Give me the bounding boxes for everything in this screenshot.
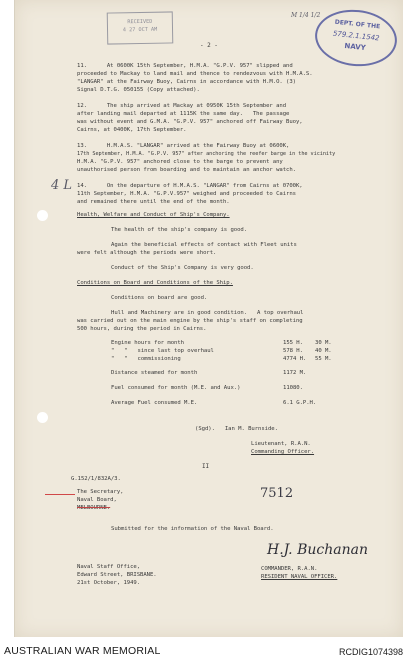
stat-value: 4774 H. [283, 356, 307, 362]
punch-hole [37, 210, 48, 221]
paragraph-12-line: after landing mail departed at 1115K the same day. The passage [77, 111, 290, 117]
paragraph-13-line: 13. H.M.A.S. "LANGAR" arrived at the Fairway Buoy at 0600K, [77, 143, 290, 149]
stat-label: Fuel consumed for month (M.E. and Aux.) [111, 385, 241, 391]
health-line: Conduct of the Ship's Company is very good. [111, 265, 254, 271]
section-heading: Health, Welfare and Conduct of Ship's Company. [77, 212, 230, 218]
health-line: The health of the ship's company is good. [111, 227, 248, 233]
paragraph-11-line: proceeded to Mackay to land mail and thence to rendezvous with H.M.A.S. [77, 71, 313, 77]
addressee-line: MELBOURNE. [77, 505, 111, 511]
section-heading: Conditions on Board and Conditions of the Ship. [77, 280, 233, 286]
signatory-title: Commanding Officer. [251, 449, 315, 455]
paragraph-14-line: and remained there until the end of the month. [77, 199, 230, 205]
stat-label: " " since last top overhaul [111, 348, 214, 354]
page-number: - 2 - [200, 42, 218, 49]
archive-name: AUSTRALIAN WAR MEMORIAL [4, 645, 161, 657]
commander-line: COMMANDER, R.A.N. [261, 566, 318, 572]
stat-label: " " commissioning [111, 356, 181, 362]
paragraph-12-line: was without event and G.M.A. "G.P.V. 957" anchored off Fairway Buoy, [77, 119, 303, 125]
stat-value: 1172 M. [283, 370, 307, 376]
handwritten-number: 7512 [260, 486, 294, 501]
navy-department-stamp: DEPT. OF THE 579.2.1.1542 NAVY [312, 6, 399, 70]
red-mark [45, 494, 75, 495]
stat-extra: 40 M. [315, 348, 332, 354]
stat-extra: 30 M. [315, 340, 332, 346]
paragraph-13-line: H.M.A. "G.P.V. 957" anchored close to the barge to prevent any [77, 159, 283, 165]
margin-note: 4 L [51, 178, 73, 193]
punch-hole [37, 412, 48, 423]
office-line: 21st October, 1949. [77, 580, 141, 586]
office-line: Edward Street, BRISBANE. [77, 572, 157, 578]
paragraph-13-line: 17th September, H.M.A. "G.P.V. 957" after anchoring the reefer barge in the vicinity [77, 151, 336, 157]
office-line: Naval Staff Office, [77, 564, 141, 570]
signature: H.J. Buchanan [267, 542, 368, 558]
paragraph-14-line: 14. On the departure of H.M.A.S. "LANGAR" from Cairns at 0700K, [77, 183, 303, 189]
submitted-line: Submitted for the information of the Naval Board. [111, 526, 274, 532]
conditions-line: was carried out on the main engine by the ship's staff on completing [77, 318, 303, 324]
stat-extra: 55 M. [315, 356, 332, 362]
stat-value: 155 H. [283, 340, 303, 346]
health-line: were felt although the periods were short. [77, 250, 217, 256]
paragraph-11-line: Signal D.T.G. 050155 (Copy attached). [77, 87, 200, 93]
archive-footer [0, 637, 409, 666]
section-marker: II [202, 463, 210, 470]
paragraph-14-line: 11th September, H.M.A. "G.P.V.957" weighed and proceeded to Cairns [77, 191, 296, 197]
paragraph-11-line: "LANGAR" at the Fairway Buoy, Cairns in accordance with H.M.O. (3) [77, 79, 296, 85]
document-page [14, 0, 403, 637]
received-stamp: RECEIVED 4 27 OCT AM [107, 11, 174, 44]
corner-mark: M 1/4 1/2 [291, 12, 321, 19]
health-line: Again the beneficial effects of contact with Fleet units [111, 242, 297, 248]
conditions-line: 500 hours, during the period in Cairns. [77, 326, 207, 332]
paragraph-13-line: unauthorised person from boarding and to maintain an anchor watch. [77, 167, 296, 173]
file-reference: G.152/1/832A/3. [71, 476, 121, 482]
paragraph-12-line: Cairns, at 0400K, 17th September. [77, 127, 187, 133]
paragraph-12-line: 12. The ship arrived at Mackay at 0950K 15th September and [77, 103, 287, 109]
signatory-rank: Lieutenant, R.A.N. [251, 441, 311, 447]
addressee-line: Naval Board, [77, 497, 117, 503]
stat-value: 578 H. [283, 348, 303, 354]
stat-label: Distance steamed for month [111, 370, 198, 376]
conditions-line: Hull and Machinery are in good condition. A top overhaul [111, 310, 304, 316]
commander-line: RESIDENT NAVAL OFFICER. [261, 574, 338, 580]
signed-by: (Sgd). Ian M. Burnside. [195, 426, 278, 432]
conditions-line: Conditions on board are good. [111, 295, 208, 301]
stat-value: 11080. [283, 385, 303, 391]
stat-label: Average Fuel consumed M.E. [111, 400, 198, 406]
stat-label: Engine hours for month [111, 340, 184, 346]
stat-value: 6.1 G.P.H. [283, 400, 317, 406]
paragraph-11-line: 11. At 0600K 15th September, H.M.A. "G.P.V. 957" slipped and [77, 63, 293, 69]
addressee-line: The Secretary, [77, 489, 124, 495]
record-id: RCDIG1074398 [338, 647, 403, 657]
